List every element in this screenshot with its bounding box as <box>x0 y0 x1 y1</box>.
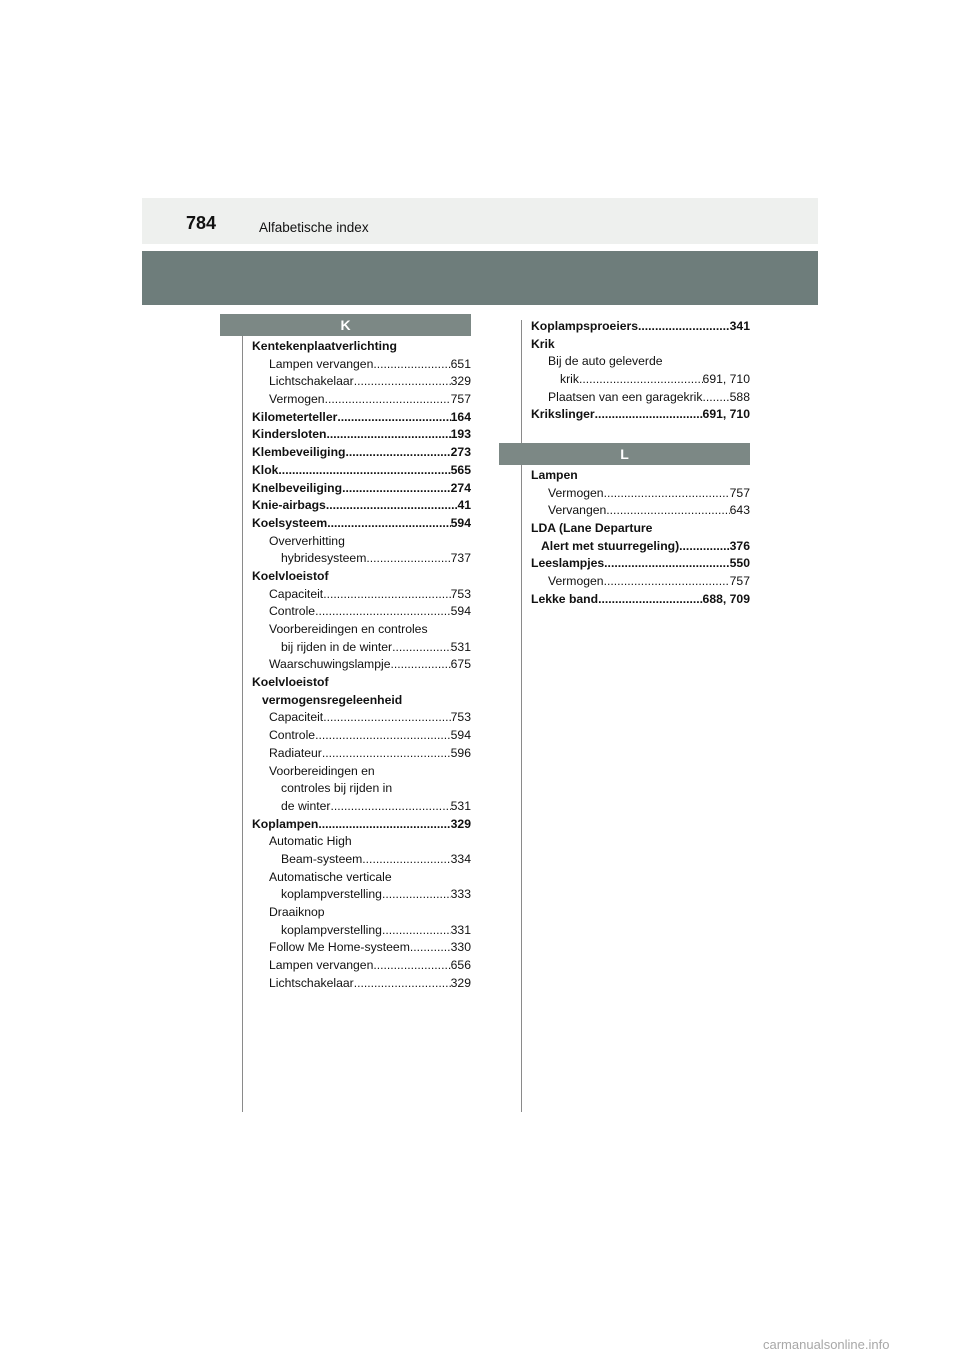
index-entry <box>252 391 471 409</box>
index-entry: controles bij rijden in <box>281 781 393 796</box>
entry-page-number: 737 <box>450 551 471 566</box>
dot-leader <box>604 555 729 573</box>
dot-leader <box>337 409 450 427</box>
entry-page-number: 656 <box>450 958 471 973</box>
entry-page-number: 376 <box>729 538 750 553</box>
section-title: Alfabetische index <box>259 220 369 235</box>
section-letter-k: K <box>220 314 471 336</box>
index-entry <box>531 573 750 591</box>
index-column-1 <box>252 338 471 992</box>
index-entry <box>252 922 471 940</box>
entry-term: Capaciteit <box>269 586 324 601</box>
column-divider-left <box>242 330 243 1112</box>
entry-page-number: 565 <box>450 462 471 477</box>
footer-watermark: carmanualsonline.info <box>763 1337 890 1352</box>
dot-leader <box>345 444 450 462</box>
dot-leader <box>604 573 730 591</box>
entry-term: Kindersloten <box>252 427 327 442</box>
dot-leader <box>579 371 703 389</box>
entry-page-number: 757 <box>729 485 750 500</box>
entry-page-number: 594 <box>450 604 471 619</box>
dot-leader <box>373 356 450 374</box>
dot-leader <box>390 656 450 674</box>
index-entry <box>252 444 471 462</box>
dot-leader <box>278 462 450 480</box>
dot-leader <box>702 389 729 407</box>
index-entry: Bij de auto geleverde <box>548 354 663 369</box>
header-band <box>142 198 818 244</box>
index-entry <box>252 497 471 515</box>
index-entry <box>252 939 471 957</box>
entry-term: Koelsysteem <box>252 515 328 530</box>
index-entry <box>252 957 471 975</box>
entry-page-number: 753 <box>450 710 471 725</box>
entry-page-number: 675 <box>450 657 471 672</box>
dot-leader <box>392 639 451 657</box>
entry-term: Krikslinger <box>531 407 595 422</box>
entry-term: Alert met stuurregeling) <box>541 538 680 553</box>
index-entry <box>531 538 750 556</box>
entry-term: Plaatsen van een garagekrik <box>548 389 703 404</box>
entry-page-number: 753 <box>450 586 471 601</box>
index-entry <box>531 502 750 520</box>
index-entry <box>252 373 471 391</box>
dot-leader <box>354 373 451 391</box>
entry-page-number: 643 <box>729 503 750 518</box>
dot-leader <box>318 816 450 834</box>
entry-page-number: 594 <box>450 728 471 743</box>
entry-term: koplampverstelling <box>281 887 382 902</box>
index-entry: Oververhitting <box>269 533 345 548</box>
dot-leader <box>327 515 450 533</box>
entry-page-number: 691, 710 <box>702 372 750 387</box>
index-entry <box>531 318 750 336</box>
dot-leader <box>342 480 451 498</box>
index-entry: Krik <box>531 336 555 351</box>
entry-term: Beam-systeem <box>281 851 363 866</box>
dot-leader <box>325 391 451 409</box>
entry-term: Koplampen <box>252 816 319 831</box>
index-entry <box>531 389 750 407</box>
dot-leader <box>366 550 450 568</box>
index-entry: Automatische verticale <box>269 869 392 884</box>
entry-term: Koplampsproeiers <box>531 319 639 333</box>
index-entry <box>252 550 471 568</box>
entry-term: Vermogen <box>548 574 604 589</box>
index-entry: Automatic High <box>269 834 352 849</box>
index-entry <box>531 406 750 424</box>
dot-leader <box>606 502 729 520</box>
dot-leader <box>373 957 450 975</box>
index-entry: Lampen <box>531 468 578 482</box>
dot-leader <box>679 538 730 556</box>
index-entry: Koelvloeistof <box>252 675 329 690</box>
index-entry: Voorbereidingen en controles <box>269 622 428 636</box>
dot-leader <box>315 603 451 621</box>
index-entry: Kentekenplaatverlichting <box>252 339 397 353</box>
index-entry <box>252 745 471 763</box>
entry-term: Lichtschakelaar <box>269 975 354 990</box>
entry-page-number: 757 <box>450 392 471 407</box>
index-entry <box>252 462 471 480</box>
entry-term: Leeslampjes <box>531 556 605 571</box>
index-entry: Voorbereidingen en <box>269 763 375 778</box>
index-entry <box>252 798 471 816</box>
entry-term: bij rijden in de winter <box>281 639 393 654</box>
dot-leader <box>382 922 451 940</box>
entry-page-number: 330 <box>450 940 471 955</box>
dot-leader <box>354 975 451 993</box>
index-entry <box>252 975 471 993</box>
entry-term: Radiateur <box>269 745 322 760</box>
entry-page-number: 334 <box>450 851 471 866</box>
dot-leader <box>322 745 451 763</box>
entry-term: de winter <box>281 798 331 813</box>
dot-leader <box>327 426 451 444</box>
entry-term: Klembeveiliging <box>252 445 346 460</box>
entry-term: hybridesysteem <box>281 551 367 566</box>
entry-page-number: 333 <box>450 887 471 902</box>
entry-term: Controle <box>269 604 316 619</box>
index-entry: Koelvloeistof <box>252 568 329 583</box>
entry-page-number: 550 <box>729 556 750 571</box>
index-entry <box>531 371 750 389</box>
index-entry <box>531 555 750 573</box>
entry-term: Knie-airbags <box>252 498 326 513</box>
entry-page-number: 596 <box>450 745 471 760</box>
entry-term: Capaciteit <box>269 710 324 725</box>
index-entry <box>252 886 471 904</box>
entry-page-number: 329 <box>450 374 471 389</box>
index-entry: LDA (Lane Departure <box>531 521 653 536</box>
index-entry <box>252 816 471 834</box>
entry-term: Lampen vervangen <box>269 356 374 371</box>
entry-page-number: 651 <box>450 356 471 371</box>
entry-page-number: 757 <box>729 574 750 589</box>
entry-term: Lekke band <box>531 591 599 606</box>
entry-term: Knelbeveiliging <box>252 480 343 495</box>
dot-leader <box>598 591 702 609</box>
entry-term: Vervangen <box>548 503 607 518</box>
dot-leader <box>382 886 451 904</box>
entry-term: Klok <box>252 462 279 477</box>
entry-term: Vermogen <box>269 392 325 407</box>
dot-leader <box>315 727 451 745</box>
dot-leader <box>323 586 450 604</box>
page-number: 784 <box>186 213 217 233</box>
entry-page-number: 588 <box>729 389 750 404</box>
index-entry <box>252 426 471 444</box>
entry-page-number: 531 <box>450 639 471 654</box>
dot-leader <box>604 485 730 503</box>
dot-leader <box>323 709 450 727</box>
index-entry <box>252 639 471 657</box>
index-entry: vermogensregeleenheid <box>262 692 403 707</box>
index-entry <box>252 480 471 498</box>
entry-term: krik <box>560 372 579 387</box>
index-column-2-l <box>531 467 750 609</box>
index-entry <box>252 515 471 533</box>
index-entry <box>252 409 471 427</box>
dot-leader <box>330 798 450 816</box>
entry-page-number: 594 <box>450 515 471 530</box>
entry-page-number: 688, 709 <box>702 591 750 606</box>
entry-page-number: 273 <box>450 445 471 460</box>
entry-term: Lichtschakelaar <box>269 374 354 389</box>
decorative-band <box>142 251 818 305</box>
entry-term: Follow Me Home-systeem <box>269 940 410 955</box>
dot-leader <box>362 851 450 869</box>
index-entry <box>531 485 750 503</box>
entry-page-number: 341 <box>729 319 750 333</box>
entry-page-number: 193 <box>450 427 471 442</box>
entry-page-number: 41 <box>457 498 471 513</box>
entry-page-number: 329 <box>450 816 471 831</box>
dot-leader <box>638 318 730 336</box>
entry-page-number: 329 <box>450 975 471 990</box>
entry-term: Vermogen <box>548 485 604 500</box>
entry-term: koplampverstelling <box>281 922 382 937</box>
entry-page-number: 531 <box>450 798 471 813</box>
index-entry <box>252 709 471 727</box>
entry-term: Controle <box>269 728 316 743</box>
entry-page-number: 274 <box>450 480 471 495</box>
section-letter-l: L <box>499 443 750 465</box>
index-entry <box>531 591 750 609</box>
index-entry: Draaiknop <box>269 905 325 919</box>
entry-page-number: 691, 710 <box>702 407 750 422</box>
index-entry <box>252 586 471 604</box>
entry-term: Lampen vervangen <box>269 958 374 973</box>
dot-leader <box>410 939 451 957</box>
index-entry <box>252 851 471 869</box>
entry-term: Kilometerteller <box>252 409 338 424</box>
index-entry <box>252 727 471 745</box>
column-divider-right <box>521 320 522 1112</box>
index-column-2-k <box>531 318 750 424</box>
entry-page-number: 164 <box>450 409 471 424</box>
index-entry <box>252 603 471 621</box>
dot-leader <box>326 497 458 515</box>
index-entry <box>252 656 471 674</box>
entry-term: Waarschuwingslampje <box>269 657 391 672</box>
index-entry <box>252 356 471 374</box>
dot-leader <box>595 406 703 424</box>
entry-page-number: 331 <box>450 922 471 937</box>
